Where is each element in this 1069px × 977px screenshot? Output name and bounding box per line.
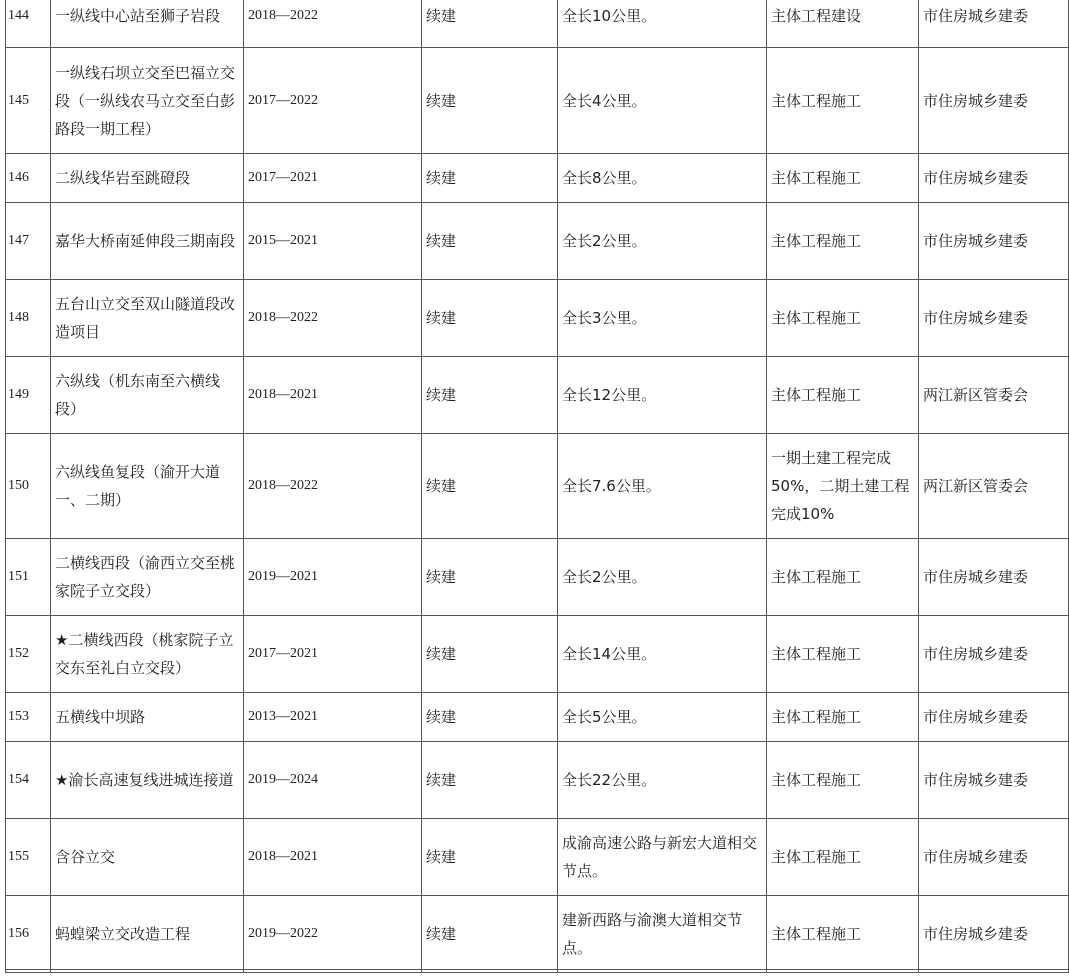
table-row: [6, 819, 1069, 896]
responsible-unit-cell: 市住房城乡建委: [919, 48, 1069, 154]
responsible-unit-cell: 市住房城乡建委: [919, 203, 1069, 280]
annual-progress-cell: 主体工程施工: [767, 896, 919, 973]
project-type-cell: 续建: [422, 616, 558, 693]
project-name-cell: 嘉华大桥南延伸段三期南段: [51, 203, 244, 280]
responsible-unit-cell: 市住房城乡建委: [919, 742, 1069, 819]
table-row: [6, 693, 1069, 742]
construction-period-cell: 2018—2021: [244, 357, 422, 434]
project-type-cell: 续建: [422, 742, 558, 819]
table-row: [6, 539, 1069, 616]
construction-period-cell: 2018—2021: [244, 819, 422, 896]
construction-period-cell: 2013—2021: [244, 693, 422, 742]
project-type-cell: 续建: [422, 0, 558, 48]
annual-progress-cell: 主体工程施工: [767, 539, 919, 616]
construction-scale-cell: 全长2公里。: [558, 203, 767, 280]
construction-scale-cell: 全长14公里。: [558, 616, 767, 693]
project-type-cell: 续建: [422, 539, 558, 616]
construction-period-cell: 2017—2021: [244, 154, 422, 203]
annual-progress-cell: 主体工程施工: [767, 357, 919, 434]
annual-progress-cell: 主体工程施工: [767, 48, 919, 154]
construction-period-cell: 2018—2022: [244, 280, 422, 357]
row-number-cell: 148: [6, 280, 51, 357]
project-name-cell: ★二横线西段（桃家院子立交东至礼白立交段）: [51, 616, 244, 693]
project-type-cell: 续建: [422, 154, 558, 203]
project-type-cell: 续建: [422, 434, 558, 539]
construction-scale-cell: 建新西路与渝澳大道相交节点。: [558, 896, 767, 973]
responsible-unit-cell: 市住房城乡建委: [919, 616, 1069, 693]
responsible-unit-cell: 两江新区管委会: [919, 357, 1069, 434]
construction-scale-cell: 全长3公里。: [558, 280, 767, 357]
project-type-cell: 续建: [422, 48, 558, 154]
table-row: [6, 742, 1069, 819]
construction-scale-cell: 全长10公里。: [558, 0, 767, 48]
table-row: [6, 203, 1069, 280]
project-name-cell: 五台山立交至双山隧道段改造项目: [51, 280, 244, 357]
annual-progress-cell: 主体工程施工: [767, 154, 919, 203]
construction-period-cell: 2019—2024: [244, 742, 422, 819]
construction-scale-cell: 全长7.6公里。: [558, 434, 767, 539]
table-row: [6, 616, 1069, 693]
project-name-cell: 含谷立交: [51, 819, 244, 896]
row-number-cell: 146: [6, 154, 51, 203]
project-type-cell: 续建: [422, 280, 558, 357]
row-number-cell: 155: [6, 819, 51, 896]
responsible-unit-cell: 市住房城乡建委: [919, 896, 1069, 973]
table-body: [6, 0, 1069, 973]
table-row: [6, 154, 1069, 203]
responsible-unit-cell: 市住房城乡建委: [919, 693, 1069, 742]
construction-scale-cell: 全长5公里。: [558, 693, 767, 742]
construction-scale-cell: 全长22公里。: [558, 742, 767, 819]
row-number-cell: 153: [6, 693, 51, 742]
project-name-cell: 二横线西段（渝西立交至桃家院子立交段）: [51, 539, 244, 616]
construction-scale-cell: 全长8公里。: [558, 154, 767, 203]
annual-progress-cell: 主体工程建设: [767, 0, 919, 48]
table-row: [6, 896, 1069, 973]
table-row: [6, 0, 1069, 48]
construction-scale-cell: 全长12公里。: [558, 357, 767, 434]
annual-progress-cell: 主体工程施工: [767, 616, 919, 693]
construction-period-cell: 2015—2021: [244, 203, 422, 280]
project-type-cell: 续建: [422, 819, 558, 896]
row-number-cell: 144: [6, 0, 51, 48]
construction-period-cell: 2017—2022: [244, 48, 422, 154]
row-number-cell: 154: [6, 742, 51, 819]
responsible-unit-cell: 市住房城乡建委: [919, 154, 1069, 203]
project-name-cell: ★渝长高速复线进城连接道: [51, 742, 244, 819]
table-row: [6, 48, 1069, 154]
project-name-cell: 六纵线鱼复段（渝开大道一、二期）: [51, 434, 244, 539]
annual-progress-cell: 主体工程施工: [767, 203, 919, 280]
project-type-cell: 续建: [422, 203, 558, 280]
construction-period-cell: 2017—2021: [244, 616, 422, 693]
construction-scale-cell: 成渝高速公路与新宏大道相交节点。: [558, 819, 767, 896]
responsible-unit-cell: 市住房城乡建委: [919, 819, 1069, 896]
construction-period-cell: 2018—2022: [244, 0, 422, 48]
row-number-cell: 152: [6, 616, 51, 693]
annual-progress-cell: 一期土建工程完成50%，二期土建工程完成10%: [767, 434, 919, 539]
responsible-unit-cell: 市住房城乡建委: [919, 280, 1069, 357]
annual-progress-cell: 主体工程施工: [767, 693, 919, 742]
construction-period-cell: 2018—2022: [244, 434, 422, 539]
row-number-cell: 151: [6, 539, 51, 616]
responsible-unit-cell: 市住房城乡建委: [919, 539, 1069, 616]
project-name-cell: 六纵线（机东南至六横线段）: [51, 357, 244, 434]
row-number-cell: 147: [6, 203, 51, 280]
project-type-cell: 续建: [422, 896, 558, 973]
row-number-cell: 156: [6, 896, 51, 973]
responsible-unit-cell: 市住房城乡建委: [919, 0, 1069, 48]
project-type-cell: 续建: [422, 693, 558, 742]
construction-scale-cell: 全长4公里。: [558, 48, 767, 154]
project-name-cell: 蚂蝗梁立交改造工程: [51, 896, 244, 973]
project-table: [5, 0, 1069, 973]
construction-period-cell: 2019—2021: [244, 539, 422, 616]
project-name-cell: 五横线中坝路: [51, 693, 244, 742]
construction-scale-cell: 全长2公里。: [558, 539, 767, 616]
table-row: [6, 357, 1069, 434]
row-number-cell: 149: [6, 357, 51, 434]
row-number-cell: 150: [6, 434, 51, 539]
annual-progress-cell: 主体工程施工: [767, 280, 919, 357]
project-name-cell: 一纵线中心站至狮子岩段: [51, 0, 244, 48]
project-name-cell: 二纵线华岩至跳磴段: [51, 154, 244, 203]
table-row: [6, 434, 1069, 539]
construction-period-cell: 2019—2022: [244, 896, 422, 973]
annual-progress-cell: 主体工程施工: [767, 819, 919, 896]
project-type-cell: 续建: [422, 357, 558, 434]
table-row: [6, 280, 1069, 357]
project-name-cell: 一纵线石坝立交至巴福立交段（一纵线农马立交至白彭路段一期工程）: [51, 48, 244, 154]
row-number-cell: 145: [6, 48, 51, 154]
responsible-unit-cell: 两江新区管委会: [919, 434, 1069, 539]
annual-progress-cell: 主体工程施工: [767, 742, 919, 819]
